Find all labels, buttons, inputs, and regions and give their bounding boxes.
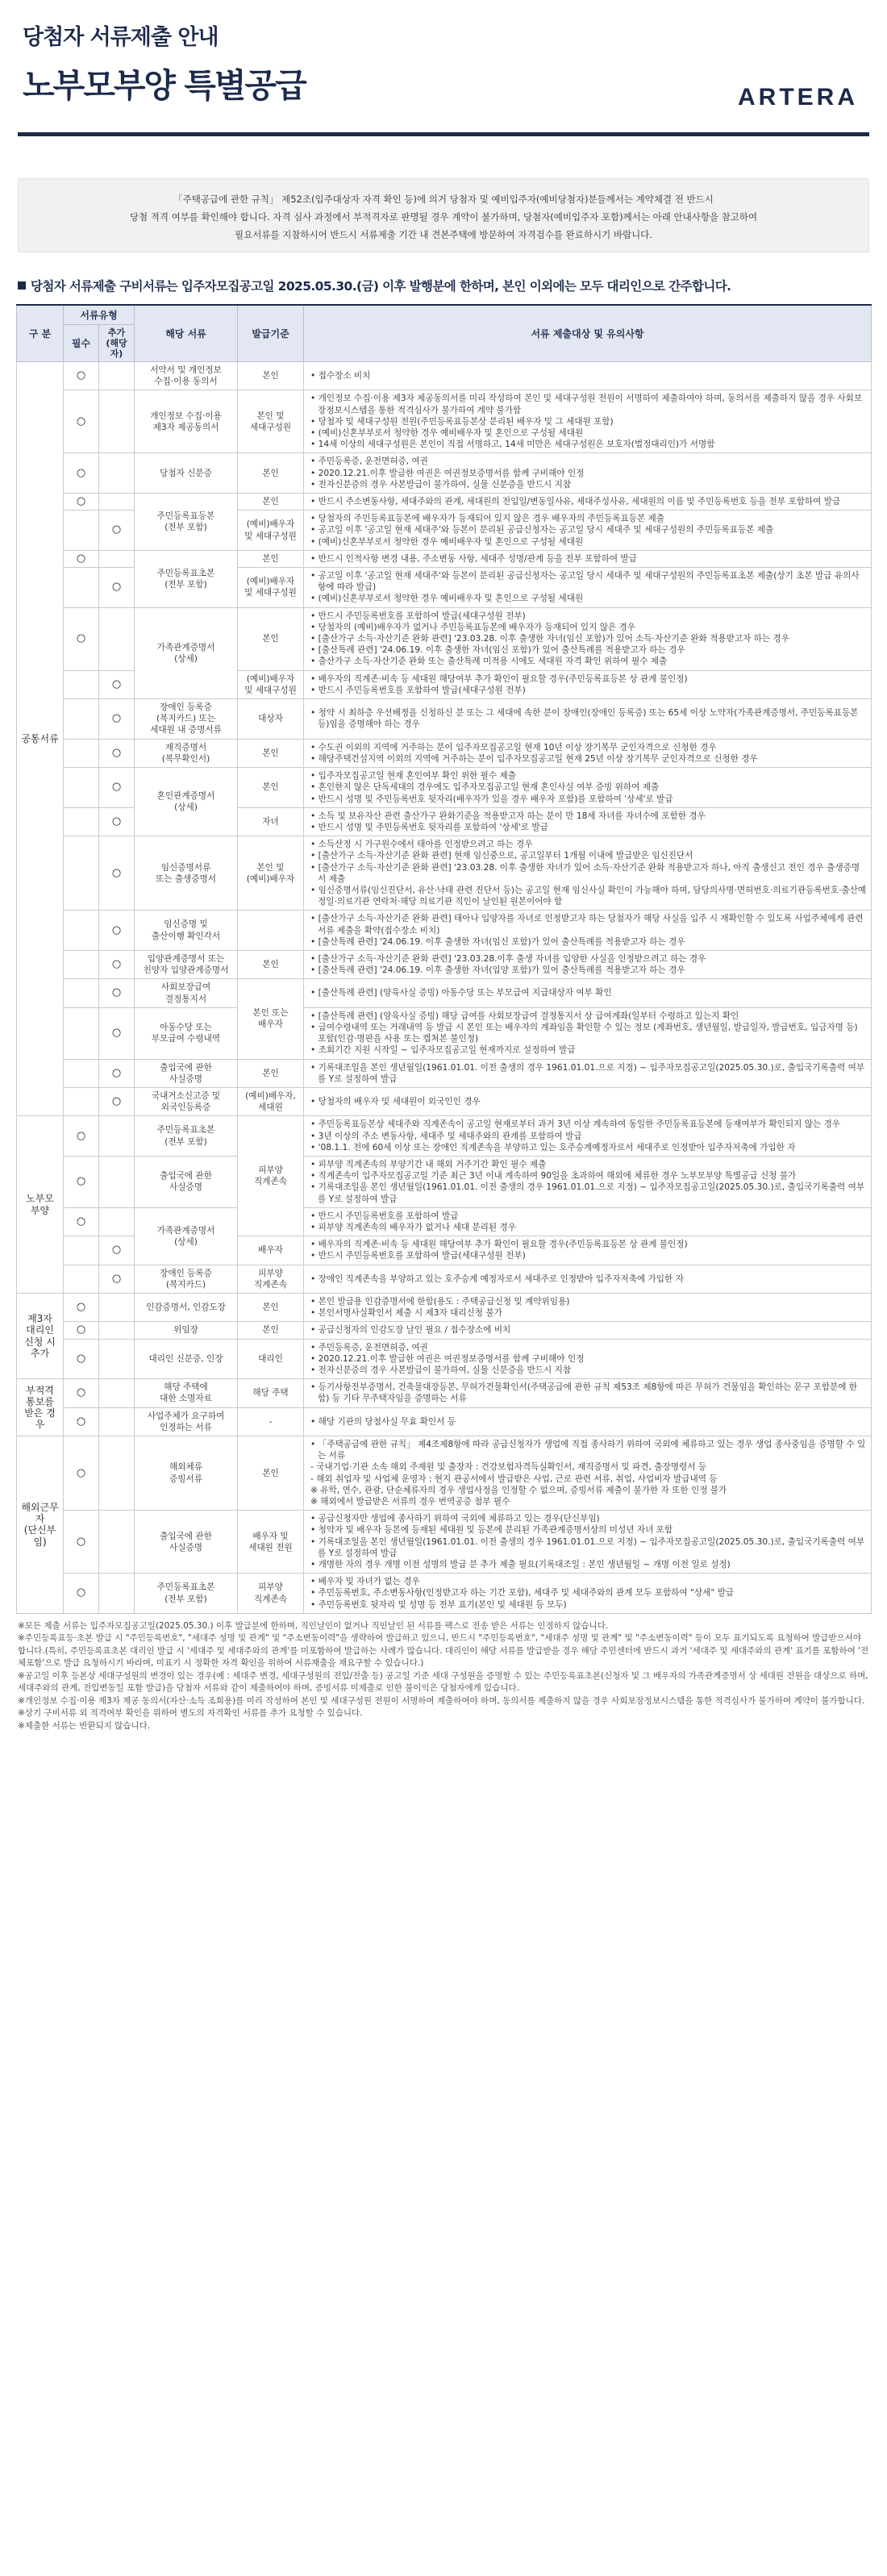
description-cell — [304, 739, 872, 767]
description-line: • (예비)신혼부부로서 청약한 경우 예비배우자 및 혼인으로 구성될 세대원 — [310, 594, 584, 604]
page-header — [0, 0, 887, 132]
description-line: • 개인정보 수집·이용 제3자 제공동의서를 미리 작성하여 본인 및 세대구성원 전원이 서명하여 제출하여야 하며, 동의서를 제출하지 않을 경우 사회보장정보시스템을 통한 적격심사가 불가하여 계약 불가함 — [310, 394, 863, 415]
required-mark: ○ — [64, 1207, 99, 1236]
required-mark: ○ — [64, 1379, 99, 1407]
document-name: 가족관계증명서 (상세) — [135, 607, 238, 698]
description-line: • 「주택공급에 관한 규칙」 제4조제8항에 따라 공급신청자가 생업에 직접 종사하기 위하여 국외에 체류하고 있는 경우 생업 종사중임을 증명할 수 있는 서류 — [310, 1440, 866, 1461]
description-line: • 급여수령내역 또는 거래내역 등 발급 시 본인 또는 배우자의 계좌임을 확인할 수 있는 정보 (계좌번호, 생년월일, 발급일자, 발급번호, 입금자명 등) 포함(인감·명판을 사용 또는 캡처본 불인정) — [310, 1022, 858, 1044]
footer-note: ※제출한 서류는 반환되지 않습니다. — [18, 1720, 151, 1731]
issue-criteria: 피부양 직계존속 — [238, 1265, 304, 1293]
additional-mark — [99, 607, 135, 670]
description-cell — [304, 1207, 872, 1236]
table-row — [17, 1322, 872, 1339]
issue-criteria: 본인 — [238, 950, 304, 978]
additional-mark — [99, 390, 135, 453]
required-mark — [64, 1087, 99, 1115]
document-name: 혼인관계증명서 (상세) — [135, 768, 238, 836]
description-line: • 당첨자의 (예비)배우자가 없거나 주민등록표등본에 배우자가 등재되어 있지 않은 경우 — [310, 622, 635, 632]
description-line: • 기록대조일을 본인 생년월일(1961.01.01. 이전 출생의 경우 1961.01.01.으로 지정) ~ 입주자모집공고일(2025.05.30.)로, 출입국기록출력 여부를 Y로 설정하여 발급 — [310, 1536, 865, 1558]
document-name: 주민등록표초본 (전부 포함) — [135, 1574, 238, 1614]
issue-criteria: 본인 — [238, 1436, 304, 1511]
additional-mark: ○ — [99, 1007, 135, 1059]
required-mark: ○ — [64, 1294, 99, 1322]
description-line: • [출산특례 관련] '24.06.19. 이후 출생한 자녀(입양 포함)가 있어 출산특례를 적용받고자 하는 경우 — [310, 965, 685, 976]
description-line: - 국내기업·기관 소속 해외 주재원 및 출장자 : 건강보험자격득실확인서, 재직증명서 및 파견, 출장명령서 등 — [310, 1462, 707, 1473]
description-line: • 주민등록증, 운전면허증, 여권 — [310, 1342, 428, 1353]
description-line: • 소득 및 보유자산 관련 출산가구 완화기준을 적용받고자 하는 분이 만 18세 자녀를 자녀수에 포함한 경우 — [310, 811, 706, 821]
required-mark: ○ — [64, 607, 99, 670]
description-line: • 수도권 이외의 지역에 거주하는 분이 입주자모집공고일 현재 10년 이상 장기복무 군인자격으로 신청한 경우 — [310, 742, 717, 752]
description-line: • 피부양 직계존속의 배우자가 없거나 세대 분리된 경우 — [310, 1223, 516, 1232]
table-row — [17, 453, 872, 494]
document-name: 장애인 등록증 (복지카드) — [135, 1265, 238, 1293]
additional-mark: ○ — [99, 699, 135, 740]
document-name: 해당 주택에 대한 소명자료 — [135, 1379, 238, 1407]
table-row — [17, 768, 872, 808]
description-line: • 2020.12.21.이후 발급한 여권은 여권정보증명서를 함께 구비해야 인정 — [310, 1353, 585, 1364]
table-row — [17, 1007, 872, 1059]
description-line: • 소득산정 시 가구원수에서 태아를 인정받으려고 하는 경우 — [310, 840, 533, 850]
additional-mark — [99, 1207, 135, 1236]
square-bullet-icon — [18, 281, 26, 290]
additional-mark — [99, 1574, 135, 1614]
issue-criteria: 본인 및 (예비)배우자 — [238, 836, 304, 911]
brand-logo: ARTERA — [738, 84, 858, 110]
document-name: 국내거소신고증 및 외국인등록증 — [135, 1087, 238, 1115]
issue-criteria: 피부양 직계존속 — [238, 1116, 304, 1236]
description-line: • 입주자모집공고일 현재 혼인여부 확인 위한 필수 제출 — [310, 771, 516, 782]
additional-mark — [99, 1436, 135, 1511]
table-row — [17, 1116, 872, 1157]
required-mark — [64, 670, 99, 698]
group-label: 부적격 통보를 받은 경우 — [17, 1379, 64, 1436]
document-name: 출입국에 관한 사실증명 — [135, 1059, 238, 1087]
document-name: 임신증명서류 또는 출생증명서 — [135, 836, 238, 911]
group-label: 노부모 부양 — [17, 1116, 64, 1294]
footer-note: ※상기 구비서류 외 적격여부 확인을 위하여 별도의 자격확인 서류를 추가 요청할 수 있습니다. — [18, 1708, 363, 1719]
description-line: • [출산가구 소득·자산기준 완화 관련] '23.03.28. 이후 출생한 자녀가 있어 소득·자산기준 완화 적용받고자 하나, 아직 출생신고 전인 경우 출생증명서 제출 — [310, 862, 860, 884]
document-name: 출입국에 관한 사실증명 — [135, 1156, 238, 1207]
additional-mark — [99, 1322, 135, 1339]
issue-criteria: 본인 — [238, 494, 304, 511]
description-line: • 전자신분증의 경우 사본발급이 불가하여, 실물 신분증을 반드시 지참 — [310, 479, 572, 490]
issue-criteria: 피부양 직계존속 — [238, 1574, 304, 1614]
description-line: • 본인 발급용 인감증명서에 한함(용도 : 주택공급신청 및 계약위임용) — [310, 1297, 570, 1307]
description-cell — [304, 768, 872, 808]
description-line: • [출산가구 소득·자산기준 완화 관련] '23.03.28.이후 출생 자녀를 입양한 사실을 인정받으려고 하는 경우 — [310, 953, 706, 964]
description-line: • '08.1.1. 전에 60세 이상 또는 장애인 직계존속을 부양하고 있는 호주승계예정자로서 세대주로 인정받아 입주자저축에 가입한 자 — [310, 1142, 796, 1153]
required-mark: ○ — [64, 1511, 99, 1574]
description-cell — [304, 511, 872, 551]
description-line: - 해외 취업자 및 사업체 운영자 : 현지 관공서에서 발급받은 사업, 근로 관련 서류, 취업, 사업비자 발급내역 등 — [310, 1473, 718, 1484]
required-mark: ○ — [64, 453, 99, 494]
issue-criteria: 배우자 — [238, 1236, 304, 1265]
description-line: • 반드시 주민등록번호를 포함하여 발급(세대구성원 전부) — [310, 611, 526, 621]
issue-criteria: 본인 — [238, 739, 304, 767]
description-line: • 14세 이상의 세대구성원은 본인이 직접 서명하고, 14세 미만은 세대구성원은 보호자(법정대리인)가 서명함 — [310, 440, 715, 450]
description-line: • 기록대조일을 본인 생년월일(1961.01.01. 이전 출생의 경우 1961.01.01.으로 지정) ~ 입주자모집공고일(2025.05.30.)로, 출입국기록출력 여부를 Y로 설정하여 발급 — [310, 1182, 865, 1204]
page-subtitle: 당첨자 서류제출 안내 — [23, 25, 219, 50]
group-label: 제3자 대리인 신청 시 추가 — [17, 1294, 64, 1379]
description-line: • 당첨자의 배우자 및 세대원이 외국인인 경우 — [310, 1097, 481, 1107]
description-line: • 반드시 주민등록번호를 포함하여 발급(세대구성원 전부) — [310, 1251, 526, 1261]
description-line: • [출산가구 소득·자산기준 완화 관련] 현재 임신중으로, 공고일부터 1개월 이내에 발급받은 임신진단서 — [310, 851, 693, 861]
document-name: 해외체류 증빙서류 — [135, 1436, 238, 1511]
description-cell — [304, 699, 872, 740]
required-mark — [64, 768, 99, 808]
document-name: 입양관계증명서 또는 친양자 입양관계증명서 — [135, 950, 238, 978]
additional-mark: ○ — [99, 911, 135, 951]
description-line: • 조회기간 지원 시작일 ~ 입주자모집공고일 현재까지로 설정하여 발급 — [310, 1045, 576, 1056]
description-line: • 반드시 성명 및 주민등록번호 뒷자리를 포함하여 '상세'로 발급 — [310, 822, 548, 832]
required-mark — [64, 979, 99, 1007]
description-line: • 개명한 자의 경우 개명 이전 성명의 발급 분 추가 제출 필요(기록대조일 : 본인 생년월일 ~ 개명 이전 일로 설정) — [310, 1560, 731, 1570]
notice-box — [18, 178, 869, 252]
document-name: 장애인 등록증 (복지카드) 또는 세대원 내 증명서류 — [135, 699, 238, 740]
required-mark — [64, 911, 99, 951]
issue-criteria: - — [238, 1407, 304, 1436]
description-line: • 본인서명사실확인서 제출 시 제3자 대리신청 불가 — [310, 1308, 502, 1319]
document-name: 주민등록표초본 (전부 포함) — [135, 1116, 238, 1157]
description-line: • 접수장소 비치 — [310, 371, 371, 381]
additional-mark: ○ — [99, 836, 135, 911]
description-line: • 당첨자의 주민등록표등본에 배우자가 등재되어 있지 않은 경우 배우자의 주민등록표등본 제출 — [310, 514, 665, 524]
notice-line: 「주택공급에 관한 규칙」 제52조(입주대상자 자격 확인 등)에 의거 당첨자 및 예비입주자(예비당첨자)분들께서는 계약체결 전 반드시 — [173, 194, 714, 205]
description-cell — [304, 836, 872, 911]
header-document: 해당 서류 — [135, 305, 238, 362]
footer-note: ※개인정보 수집·이용 제3자 제공 동의서(자산·소득 조회용)를 미리 작성하여 본인 및 세대구성원 전원이 서명하여 제출하여야 하며, 동의서를 제출하지 않을 경우 사회보장정보시스템을 통한 적격심사가 불가하여 계약이 불가합니다. — [18, 1695, 865, 1706]
issue-criteria: 본인 — [238, 453, 304, 494]
description-cell — [304, 670, 872, 698]
additional-mark — [99, 362, 135, 390]
description-line: • 주민등록증, 운전면허증, 여권 — [310, 456, 428, 467]
description-cell — [304, 1294, 872, 1322]
required-mark — [64, 1059, 99, 1087]
table-row — [17, 911, 872, 951]
description-line: • 2020.12.21.이후 발급한 여권은 여권정보증명서를 함께 구비해야 인정 — [310, 468, 585, 478]
description-line: • 배우자의 직계존·비속 등 세대원 해당여부 추가 확인이 필요할 경우(주민등록표등본 상 관계 불인정) — [310, 1240, 688, 1250]
description-cell — [304, 1511, 872, 1574]
required-mark: ○ — [64, 1574, 99, 1614]
header-group: 구 분 — [17, 305, 64, 362]
required-mark — [64, 739, 99, 767]
additional-mark: ○ — [99, 1265, 135, 1293]
document-name: 대리인 신분증, 인장 — [135, 1339, 238, 1379]
issue-criteria: 본인 및 세대구성원 — [238, 390, 304, 453]
issue-criteria: 배우자 및 세대원 전원 — [238, 1511, 304, 1574]
issue-criteria: 본인 — [238, 768, 304, 808]
description-cell — [304, 1339, 872, 1379]
required-mark — [64, 1007, 99, 1059]
issue-criteria: (예비)배우자 및 세대구성원 — [238, 568, 304, 608]
additional-mark: ○ — [99, 1236, 135, 1265]
description-cell — [304, 979, 872, 1007]
table-row — [17, 979, 872, 1007]
header-description: 서류 제출대상 및 유의사항 — [304, 305, 872, 362]
description-line: • 기록대조일을 본인 생년월일(1961.01.01. 이전 출생의 경우 1961.01.01.으로 지정) ~ 입주자모집공고일(2025.05.30.)로, 출입국기록출력 여부를 Y로 설정하여 발급 — [310, 1062, 865, 1084]
header-divider — [18, 132, 869, 136]
description-line: • [출산가구 소득·자산기준 완화 관련] 태아나 입양자를 자녀로 인정받고자 하는 당첨자가 해당 사실을 입주 시 재확인할 수 있도록 사업주체에게 관련 서류 제출을 확약(접수장소 비치) — [310, 914, 864, 936]
description-cell — [304, 807, 872, 836]
table-row — [17, 699, 872, 740]
description-line: • 해당주택건설지역 이외의 지역에 거주하는 분이 입주자모집공고일 현재 25년 이상 장기복무 군인자격으로 신청한 경우 — [310, 753, 758, 764]
description-line: • [출산특례 관련] (양육사실 증빙) 해당 급여를 사회보장급여 결정통지서 상 급여계좌(일부터 수령하고 있는지 확인 — [310, 1011, 739, 1021]
required-mark — [64, 807, 99, 836]
description-cell — [304, 1087, 872, 1115]
issue-criteria: 본인 — [238, 550, 304, 567]
additional-mark — [99, 1294, 135, 1322]
footer-notes — [18, 1620, 869, 1733]
additional-mark: ○ — [99, 511, 135, 551]
document-name: 사회보장급여 결정통지서 — [135, 979, 238, 1007]
description-line: • 혼인한지 않은 단독세대의 경우에도 입주자모집공고일 현재 혼인사실 여부 증빙 위하여 제출 — [310, 782, 660, 793]
description-line: • 장애인 직계존속을 부양하고 있는 호주승계 예정자로서 세대주로 인정받아 입주자저축에 가입한 자 — [310, 1273, 684, 1284]
footer-note: ※공고일 이후 등본상 세대구성원의 변경이 있는 경우(예 : 세대주 변경, 세대구성원의 전입/전출 등) 공고일 기준 세대 구성원을 증명할 수 있는 주민등록표초본(신청자 및 그 배우자의 가족관계증명서 상 세대원 전원을 대상으로 하며, 세대주와의 관계, 전입변동일 포함 발급)을 당첨자 서류와 같이 제출하여야 하며, 증빙서류 미제출로 인한 불이익은 당첨자에게 있습니다. — [18, 1670, 868, 1694]
document-name: 주민등록표초본 (전부 포함) — [135, 550, 238, 607]
description-line: • 주민등록번호, 주소변동사항(인정받고자 하는 기간 포함), 세대주 및 세대주와의 관계 모두 포함하여 "상세" 발급 — [310, 1588, 735, 1599]
footer-note: ※모든 제출 서류는 입주자모집공고일(2025.05.30.) 이후 발급분에 한하며, 직인날인이 없거나 직인날인 된 서류를 팩스로 전송 받은 서류는 인정하지 않습니다. — [18, 1620, 609, 1631]
additional-mark: ○ — [99, 1087, 135, 1115]
description-line: • 출산가구 소득·자산기준 완화 또는 출산특례 미적용 시에도 세대원 자격 확인 위하여 필수 제출 — [310, 657, 668, 667]
notice-line: 당첨 적격 여부를 확인해야 합니다. 자격 심사 과정에서 부적격자로 판명될 경우 계약이 불가하며, 당첨자(예비입주자 포함)께서는 아래 안내사항을 참고하여 — [129, 211, 758, 223]
required-mark — [64, 568, 99, 608]
additional-mark: ○ — [99, 768, 135, 808]
description-cell — [304, 362, 872, 390]
description-line: • 공고일 이후 '공고일 현재 세대주'와 등본이 분리된 공급신청자는 공고일 당시 세대주 및 세대구성원의 주민등록표등본 제출 — [310, 525, 774, 536]
description-line: • [출산특례 관련] '24.06.19. 이후 출생한 자녀(임신 포함)가 있어 출산특례를 적용받고자 하는 경우 — [310, 936, 685, 947]
description-line: • 배우자 및 자녀가 없는 경우 — [310, 1577, 420, 1587]
description-line: ※ 해외에서 발급받은 서류의 경우 번역공증 첨부 필수 — [310, 1497, 510, 1507]
required-mark — [64, 836, 99, 911]
issue-criteria: (예비)배우자, 세대원 — [238, 1087, 304, 1115]
table-row — [17, 950, 872, 978]
description-cell — [304, 1236, 872, 1265]
table-row — [17, 1574, 872, 1614]
description-cell — [304, 607, 872, 670]
required-mark: ○ — [64, 1436, 99, 1511]
document-name: 출입국에 관한 사실증명 — [135, 1511, 238, 1574]
description-cell — [304, 1322, 872, 1339]
description-line: • 피부양 직계존속의 부양기간 내 해외 거주기간 확인 필수 제출 — [310, 1159, 547, 1169]
table-row — [17, 1511, 872, 1574]
table-row — [17, 390, 872, 453]
description-line: • [출산가구 소득·자산기준 완화 관련] '23.03.28. 이후 출생한 자녀(임신 포함)가 있어 소득·자산기준 완화 적용받고자 하는 경우 — [310, 634, 789, 644]
issue-criteria: 본인 — [238, 1059, 304, 1087]
issue-criteria: 본인 또는 배우자 — [238, 979, 304, 1059]
required-mark — [64, 950, 99, 978]
required-mark: ○ — [64, 362, 99, 390]
group-label: 공통서류 — [17, 362, 64, 1116]
description-line: • 직계존속이 입주자모집공고일 기준 최근 3년 이내 계속하여 90일을 초과하여 해외에 체류한 경우 노부모부양 특별공급 신청 불가 — [310, 1171, 797, 1182]
required-mark: ○ — [64, 390, 99, 453]
description-line: • 공고일 이후 '공고일 현재 세대주'와 등본이 분리된 공급신청자는 공고일 당시 세대주 및 세대구성원의 주민등록표초본 제출(상기 초본 발급 유의사항에 따라 발급) — [310, 571, 860, 593]
description-cell — [304, 550, 872, 567]
table-row — [17, 739, 872, 767]
description-cell — [304, 568, 872, 608]
description-line: • 배우자의 직계존·비속 등 세대원 해당여부 추가 확인이 필요할 경우(주민등록표등본 상 관계 불인정) — [310, 673, 688, 684]
table-row — [17, 1339, 872, 1379]
description-cell — [304, 494, 872, 511]
description-cell — [304, 1407, 872, 1436]
notice-line: 필요서류를 지참하시어 반드시 서류제출 기간 내 견본주택에 방문하여 자격검수를 완료하시기 바랍니다. — [235, 229, 652, 240]
additional-mark — [99, 550, 135, 567]
document-name: 개인정보 수집·이용 제3자 제공동의서 — [135, 390, 238, 453]
section-heading-text: 당첨자 서류제출 구비서류는 입주자모집공고일 2025.05.30.(금) 이후 발행분에 한하며, 본인 이외에는 모두 대리인으로 간주합니다. — [31, 279, 731, 294]
document-name: 아동수당 또는 부모급여 수령내역 — [135, 1007, 238, 1059]
issue-criteria: 자녀 — [238, 807, 304, 836]
additional-mark — [99, 453, 135, 494]
description-line: • 3년 이상의 주소 변동사항, 세대주 및 세대주와의 관계를 포함하여 발급 — [310, 1131, 582, 1141]
description-line: • 주민등록표등본상 세대주와 직계존속이 공고일 현재로부터 과거 3년 이상 계속하여 동일한 주민등록표등본에 등재여부가 확인되지 않는 경우 — [310, 1119, 841, 1130]
description-cell — [304, 950, 872, 978]
header-criteria: 발급기준 — [238, 305, 304, 362]
description-line: • 당첨자 및 세대구성원 전원(주민등록표등본상 분리된 배우자 및 그 세대원 포함) — [310, 416, 614, 427]
description-line: • 해당 기관의 당첨사실 무효 확인서 등 — [310, 1416, 456, 1427]
table-row — [17, 1087, 872, 1115]
header-required: 필수 — [64, 325, 99, 362]
table-row — [17, 1265, 872, 1293]
description-cell — [304, 1436, 872, 1511]
footer-note: ※주민등록표등·초본 발급 시 "주민등록번호", "세대주 성명 및 관계" 및 "주소변동이력"을 생략하여 발급하고 있으니, 반드시 "주민등록번호", "세대주 성명 및 관계" 및 "주소변동이력" 등이 모두 표기되도록 요청하여 발급받으셔야 합니다.(특히, 주민등록표초본 대리인 발급 시 '세대주 및 세대주와의 관계'를 미포함하여 발급하는 사례가 많습니다. 대리인이 해당 서류를 발급받을 경우 해당 주민센터에 반드시 과거 '세대주 및 세대주와의 관계' 표기를 포함하여 '전체포함'으로 발급 요청하시기 바라며, 미표기 시 정확한 자격 확인을 위하여 서류재출을 재요구할 수 있습니다.) — [18, 1633, 869, 1669]
additional-mark — [99, 1407, 135, 1436]
additional-mark: ○ — [99, 568, 135, 608]
description-line: • 공급신청자의 인감도장 날인 필요 / 접수장소에 비치 — [310, 1325, 511, 1336]
description-line: • [출산특례 관련] (양육사실 증빙) 아동수당 또는 부모급여 지급대상자 여부 확인 — [310, 988, 612, 998]
additional-mark — [99, 1116, 135, 1157]
group-label: 해외근무자 (단신부임) — [17, 1436, 64, 1614]
description-line: • 반드시 주민등록번호를 포함하여 발급 — [310, 1211, 459, 1221]
description-line: • 반드시 성명 및 주민등록번호 뒷자리(배우자가 있을 경우 배우자 포함)를 포함하여 '상세'로 발급 — [310, 794, 673, 804]
additional-mark: ○ — [99, 1059, 135, 1087]
description-cell — [304, 1156, 872, 1207]
description-line: • (예비)신혼부부로서 청약한 경우 예비배우자 및 혼인으로 구성될 세대원 — [310, 428, 584, 439]
description-cell — [304, 1265, 872, 1293]
table-row — [17, 1379, 872, 1407]
table-body — [17, 362, 872, 1614]
required-mark: ○ — [64, 1339, 99, 1379]
description-cell — [304, 1574, 872, 1614]
additional-mark — [99, 1156, 135, 1207]
additional-mark — [99, 1379, 135, 1407]
additional-mark: ○ — [99, 807, 135, 836]
additional-mark — [99, 494, 135, 511]
table-row — [17, 550, 872, 567]
description-cell — [304, 1116, 872, 1157]
table-row — [17, 1207, 872, 1236]
required-mark — [64, 1236, 99, 1265]
required-mark: ○ — [64, 1156, 99, 1207]
description-cell — [304, 1007, 872, 1059]
section-heading — [18, 277, 869, 294]
document-name: 당첨자 신분증 — [135, 453, 238, 494]
document-name: 주민등록표등본 (전부 포함) — [135, 494, 238, 551]
issue-criteria: (예비)배우자 및 세대구성원 — [238, 670, 304, 698]
required-mark — [64, 699, 99, 740]
issue-criteria: (예비)배우자 및 세대구성원 — [238, 511, 304, 551]
document-name: 사업주체가 요구하여 인정하는 서류 — [135, 1407, 238, 1436]
issue-criteria — [238, 911, 304, 951]
document-name: 위임장 — [135, 1322, 238, 1339]
description-cell — [304, 1059, 872, 1087]
description-line: • (예비)신혼부부로서 청약한 경우 예비배우자 및 혼인으로 구성될 세대원 — [310, 536, 584, 547]
additional-mark: ○ — [99, 739, 135, 767]
description-line: • 임신증명서류(임신진단서, 유산·낙태 관련 진단서 등)는 공고일 현재 임신사실 확인이 가능해야 하며, 담당의사명·면허번호·의료기관등록번호·출산예정일·의료기관 연락처·해당 의료기관 직인이 날인된 원본이어야 함 — [310, 885, 867, 907]
description-line: • 공급신청자만 생업에 종사하기 위하여 국외에 체류하고 있는 경우(단신부임) — [310, 1514, 600, 1524]
document-name: 서약서 및 개인정보 수집·이용 동의서 — [135, 362, 238, 390]
additional-mark — [99, 1511, 135, 1574]
document-name: 인감증명서, 인감도장 — [135, 1294, 238, 1322]
description-cell — [304, 1379, 872, 1407]
description-line: • 등기사항전부증명서, 건축물대장등본, 무허가건물확인서(주택공급에 관한 규칙 제53조 제8항에 따른 무허가 건물임을 확인하는 문구 포함분에 한함) 등 기타 무주택자임을 증명하는 서류 — [310, 1382, 858, 1404]
issue-criteria: 본인 — [238, 1294, 304, 1322]
required-mark — [64, 1265, 99, 1293]
required-mark — [64, 511, 99, 551]
table-row — [17, 1156, 872, 1207]
additional-mark — [99, 1339, 135, 1379]
documents-table — [16, 304, 872, 1614]
issue-criteria: 대리인 — [238, 1339, 304, 1379]
required-mark: ○ — [64, 1407, 99, 1436]
document-name: 재직증명서 (복무확인서) — [135, 739, 238, 767]
page-title: 노부모부양 특별공급 — [23, 66, 306, 105]
description-line: • 청약자 및 배우자 등본에 등재된 세대원 및 등본에 분리된 가족관계증명서상의 미성년 자녀 포함 — [310, 1525, 673, 1536]
document-name: 가족관계증명서 (상세) — [135, 1207, 238, 1265]
table-row — [17, 1436, 872, 1511]
required-mark: ○ — [64, 550, 99, 567]
required-mark: ○ — [64, 1116, 99, 1157]
table-row — [17, 494, 872, 511]
issue-criteria: 본인 — [238, 607, 304, 670]
description-line: • 전자신분증의 경우 사본발급이 불가하여, 실물 신분증을 반드시 지참 — [310, 1365, 572, 1376]
header-doc-type: 서류유형 — [64, 305, 135, 325]
required-mark: ○ — [64, 494, 99, 511]
description-line: ※ 유학, 연수, 관광, 단순체류자의 경우 생업사정을 인정할 수 없으며, 증빙서류 제출이 불가한 자 또한 인정 불가 — [310, 1485, 727, 1495]
table-row — [17, 607, 872, 670]
issue-criteria: 본인 — [238, 362, 304, 390]
description-line: • 반드시 주소변동사항, 세대주와의 관계, 세대원의 전입일/변동일사유, 세대주성사유, 세대원의 이름 및 주민등록번호 등을 전부 포함하여 발급 — [310, 497, 841, 507]
description-line: • 주민등록번호 뒷자리 및 성명 등 전부 표기(본인 및 세대원 등 모두) — [310, 1599, 567, 1610]
issue-criteria: 본인 — [238, 1322, 304, 1339]
table-row — [17, 836, 872, 911]
description-cell — [304, 390, 872, 453]
table-row — [17, 1294, 872, 1322]
description-line: • 반드시 주민등록번호를 포함하여 발급(세대구성원 전부) — [310, 685, 526, 695]
description-cell — [304, 453, 872, 494]
header-additional: 추가 (해당자) — [99, 325, 135, 362]
table-row — [17, 362, 872, 390]
document-name: 임신증명 및 출산이행 확인각서 — [135, 911, 238, 951]
table-row — [17, 1407, 872, 1436]
description-line: • 청약 시 최하층 우선배정을 신청하신 분 또는 그 세대에 속한 분이 장애인(장애인 등록증) 또는 65세 이상 노약자(가족관계증명서, 주민등록표등본 등)임을 증명해야 하는 경우 — [310, 708, 859, 730]
description-line: • [출산특례 관련] '24.06.19. 이후 출생한 자녀(임신 포함)가 있어 출산특례를 적용받고자 하는 경우 — [310, 645, 685, 656]
additional-mark: ○ — [99, 979, 135, 1007]
table-row — [17, 1059, 872, 1087]
additional-mark: ○ — [99, 670, 135, 698]
description-line: • 반드시 인적사항 변경 내용, 주소변동 사항, 세대주 성명/관계 등을 전부 포함하여 발급 — [310, 553, 637, 564]
issue-criteria: 해당 주택 — [238, 1379, 304, 1407]
additional-mark: ○ — [99, 950, 135, 978]
required-mark: ○ — [64, 1322, 99, 1339]
description-cell — [304, 911, 872, 951]
issue-criteria: 대상자 — [238, 699, 304, 740]
